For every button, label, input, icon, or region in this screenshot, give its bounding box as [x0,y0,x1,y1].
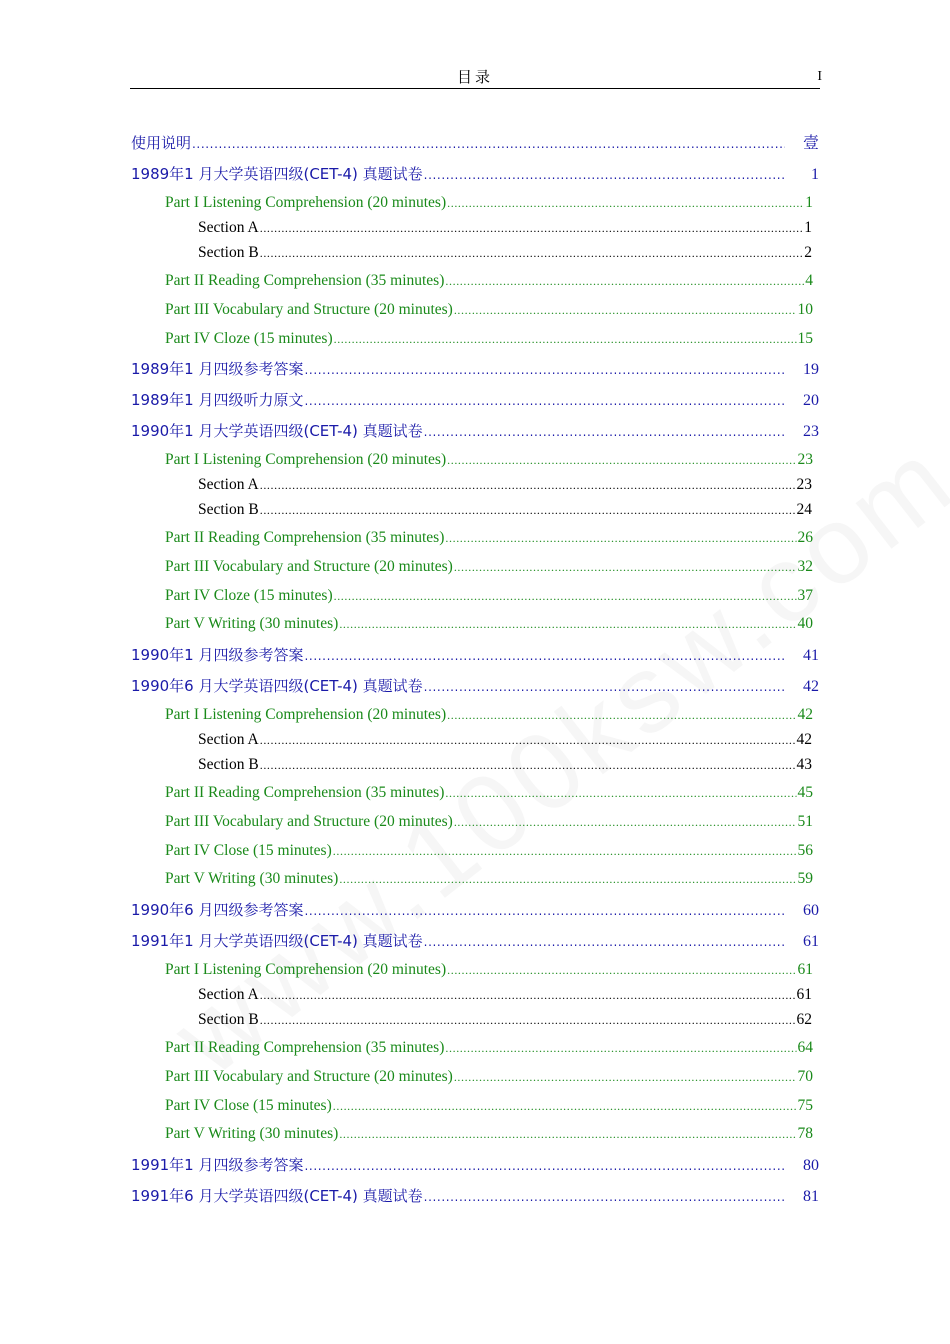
toc-entry-title: 使用说明 [131,134,192,152]
toc-entry-page: 26 [797,529,813,546]
toc-entry[interactable] [165,614,813,634]
toc-leader-dots [339,1124,796,1144]
toc-entry[interactable] [131,164,819,185]
toc-entry[interactable] [198,730,812,750]
toc-leader-dots [454,300,797,320]
toc-entry-page: 70 [797,1068,813,1085]
toc-entry[interactable] [131,645,819,666]
toc-entry[interactable] [165,869,813,889]
toc-entry-page: 24 [796,501,812,518]
toc-entry-page: 56 [797,842,813,859]
toc-leader-dots [424,422,785,442]
toc-entry-page: 42 [803,678,819,695]
toc-entry-page: 42 [796,731,812,748]
toc-leader-dots [447,705,796,725]
toc-leader-dots [445,1038,796,1058]
toc-entry[interactable] [165,812,813,832]
toc-entry[interactable] [165,1067,813,1087]
toc-entry-title: Part I Listening Comprehension (20 minutes) [165,451,447,468]
toc-leader-dots [454,1067,797,1087]
toc-leader-dots [424,1187,785,1207]
toc-entry-title: Part I Listening Comprehension (20 minutes) [165,961,447,978]
toc-entry-title: 1991年6 月大学英语四级(CET-4) 真题试卷 [131,1187,423,1205]
toc-entry-page: 60 [803,902,819,919]
toc-entry-page: 10 [797,301,813,318]
toc-entry-page: 1 [811,166,819,183]
toc-entry[interactable] [165,329,813,349]
toc-leader-dots [424,165,785,185]
toc-entry-title: Part IV Cloze (15 minutes) [165,330,333,347]
toc-leader-dots [334,329,797,349]
toc-entry-page: 壹 [802,135,819,152]
toc-leader-dots [454,557,797,577]
toc-entry-page: 75 [797,1097,813,1114]
toc-entry-page: 80 [803,1157,819,1174]
toc-leader-dots [454,812,797,832]
toc-entry-page: 61 [803,933,819,950]
toc-entry-title: Part II Reading Comprehension (35 minutes) [165,272,445,289]
toc-entry-page: 51 [797,813,813,830]
toc-leader-dots [260,755,796,775]
toc-entry-page: 61 [796,986,812,1003]
toc-entry-title: Part IV Close (15 minutes) [165,1097,332,1114]
toc-entry-title: Section A [198,986,259,1003]
toc-entry[interactable] [165,1038,813,1058]
toc-entry-title: Section A [198,731,259,748]
toc-entry[interactable] [165,783,813,803]
toc-entry[interactable] [198,1010,812,1030]
toc-entry-title: Section B [198,501,259,518]
toc-entry[interactable] [165,705,813,725]
toc-entry[interactable] [165,841,813,861]
toc-entry-title: Part II Reading Comprehension (35 minutes) [165,784,445,801]
toc-entry-title: Part IV Close (15 minutes) [165,842,332,859]
toc-entry[interactable] [165,300,813,320]
toc-entry[interactable] [198,500,812,520]
toc-entry-page: 15 [797,330,813,347]
toc-leader-dots [260,243,804,263]
toc-entry-title: Part II Reading Comprehension (35 minutes) [165,529,445,546]
toc-leader-dots [305,1156,786,1176]
toc-entry-title: Section A [198,476,259,493]
toc-leader-dots [333,1096,797,1116]
toc-entry-title: Part V Writing (30 minutes) [165,870,339,887]
toc-leader-dots [424,932,785,952]
toc-entry-page: 59 [797,870,813,887]
toc-entry-page: 42 [797,706,813,723]
header-title: 目录 [456,68,493,86]
toc-entry-title: Section B [198,756,259,773]
toc-leader-dots [334,586,797,606]
toc-entry[interactable] [165,960,813,980]
toc-entry-title: Part I Listening Comprehension (20 minutes) [165,706,447,723]
toc-entry[interactable] [131,900,819,921]
toc-entry-title: 1989年1 月四级参考答案 [131,360,304,378]
toc-entry-page: 20 [803,392,819,409]
toc-entry-title: 1990年1 月大学英语四级(CET-4) 真题试卷 [131,422,423,440]
header-page-number: I [817,69,822,84]
toc-entry[interactable] [198,243,812,263]
toc-entry[interactable] [198,985,812,1005]
toc-entry[interactable] [198,218,812,238]
toc-leader-dots [260,985,796,1005]
toc-leader-dots [305,391,786,411]
toc-entry-title: 1989年1 月四级听力原文 [131,391,304,409]
toc-entry-title: Section B [198,244,259,261]
toc-entry-title: Part V Writing (30 minutes) [165,1125,339,1142]
toc-entry-page: 19 [803,361,819,378]
toc-entry[interactable] [131,390,819,411]
toc-entry-page: 23 [803,423,819,440]
toc-entry-page: 1 [805,194,813,211]
toc-entry-title: Part III Vocabulary and Structure (20 minutes) [165,813,453,830]
toc-leader-dots [260,730,796,750]
toc-entry-page: 41 [803,647,819,664]
toc-entry[interactable] [165,1124,813,1144]
toc-entry-page: 81 [803,1188,819,1205]
toc-leader-dots [305,901,786,921]
toc-entry[interactable] [131,359,819,380]
toc-entry-page: 40 [797,615,813,632]
toc-entry[interactable] [165,586,813,606]
toc-entry[interactable] [165,1096,813,1116]
toc-entry[interactable] [131,1186,819,1207]
toc-entry-title: Section B [198,1011,259,1028]
toc-entry-page: 1 [804,219,812,236]
toc-leader-dots [192,134,785,154]
toc-entry[interactable] [131,931,819,952]
toc-entry[interactable] [165,193,813,213]
toc-entry[interactable] [131,1155,819,1176]
toc-entry-page: 23 [797,451,813,468]
toc-leader-dots [445,783,796,803]
toc-entry-page: 64 [797,1039,813,1056]
toc-entry-page: 37 [797,587,813,604]
toc-leader-dots [445,528,796,548]
toc-entry-page: 78 [797,1125,813,1142]
toc-leader-dots [339,869,796,889]
toc-entry-title: Part III Vocabulary and Structure (20 minutes) [165,1068,453,1085]
toc-leader-dots [305,360,786,380]
toc-leader-dots [447,450,796,470]
toc-leader-dots [447,960,796,980]
toc-entry-title: 1990年6 月大学英语四级(CET-4) 真题试卷 [131,677,423,695]
toc-leader-dots [424,677,785,697]
toc-entry-title: Part I Listening Comprehension (20 minutes) [165,194,447,211]
toc-entry-title: Section A [198,219,259,236]
toc-entry-page: 62 [796,1011,812,1028]
toc-leader-dots [339,614,796,634]
toc-entry-page: 23 [796,476,812,493]
toc-entry-title: 1989年1 月大学英语四级(CET-4) 真题试卷 [131,165,423,183]
toc-entry-page: 4 [805,272,813,289]
page-header [130,62,820,89]
toc-entry[interactable] [165,271,813,291]
toc-leader-dots [445,271,804,291]
toc-entry-title: Part IV Cloze (15 minutes) [165,587,333,604]
toc-leader-dots [260,1010,796,1030]
toc-leader-dots [260,218,804,238]
toc-entry-title: 1990年6 月四级参考答案 [131,901,304,919]
toc-entry[interactable] [131,421,819,442]
toc-leader-dots [260,500,796,520]
toc-entry[interactable] [165,557,813,577]
toc-entry-page: 61 [797,961,813,978]
toc-entry-page: 45 [797,784,813,801]
toc-entry-title: Part III Vocabulary and Structure (20 minutes) [165,301,453,318]
toc-leader-dots [260,475,796,495]
toc-entry-title: Part III Vocabulary and Structure (20 minutes) [165,558,453,575]
toc-entry[interactable] [131,676,819,697]
toc-entry-page: 2 [804,244,812,261]
toc-entry-page: 32 [797,558,813,575]
toc-entry-title: 1990年1 月四级参考答案 [131,646,304,664]
toc-entry[interactable] [131,133,819,154]
toc-entry[interactable] [165,450,813,470]
toc-entry-title: Part V Writing (30 minutes) [165,615,339,632]
toc-entry-page: 43 [796,756,812,773]
toc-entry-title: 1991年1 月四级参考答案 [131,1156,304,1174]
toc-leader-dots [447,193,804,213]
toc-entry[interactable] [165,528,813,548]
toc-entry-title: 1991年1 月大学英语四级(CET-4) 真题试卷 [131,932,423,950]
toc-entry[interactable] [198,475,812,495]
toc-leader-dots [305,646,786,666]
toc-entry-title: Part II Reading Comprehension (35 minutes) [165,1039,445,1056]
toc-entry[interactable] [198,755,812,775]
toc-leader-dots [333,841,797,861]
